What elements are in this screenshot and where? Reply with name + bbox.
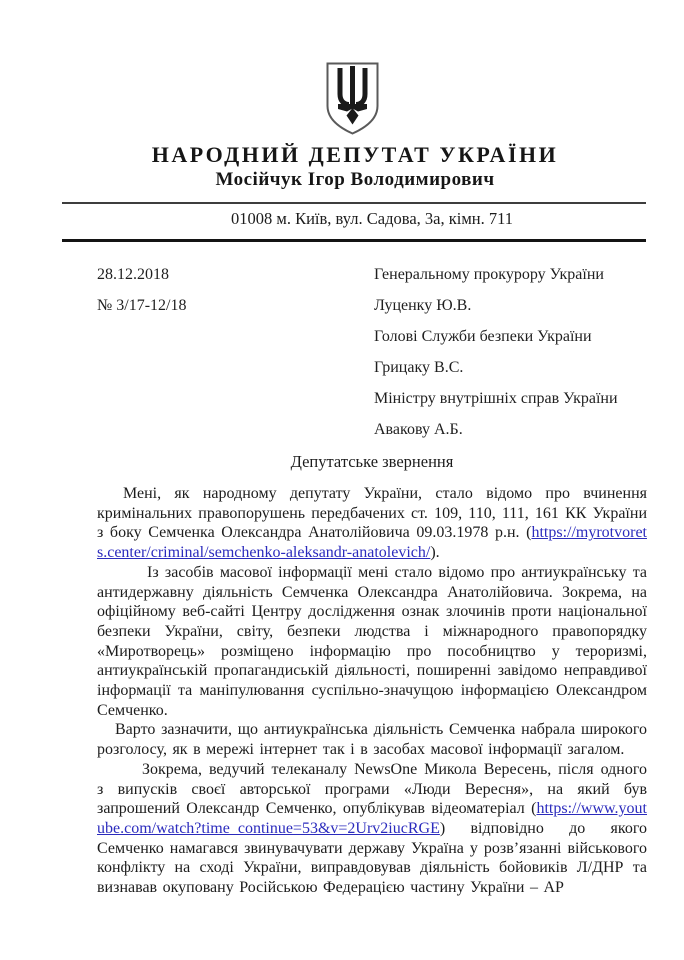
letterhead-title: НАРОДНИЙ ДЕПУТАТ УКРАЇНИ (151, 142, 559, 167)
ukraine-trident-icon (324, 61, 381, 136)
letter-body (97, 484, 647, 898)
recipient-line: Голові Служби безпеки України (374, 328, 592, 345)
hyperlink[interactable]: https://myrotvorets.center/criminal/semchenko-aleksandr-anatolevich/ (97, 524, 647, 562)
paragraph-text: Зокрема, ведучий телеканалу NewsOne Микола Вересень, після одного з випусків своєї авторської програми «Люди Вересня», на який був запрошений Олександр Семченко, опублікував відеоматеріал ( (97, 760, 647, 818)
recipient-line: Луценку Ю.В. (374, 297, 472, 314)
paragraph-text: ). (430, 544, 440, 562)
paragraph-text: Варто зазначити, що антиукраїнська діяльність Семченка набрала широкого розголосу, як в мережі інтернет так і в засобах масової інформації загалом. (97, 721, 647, 759)
paragraph-text: ) відповідно до якого Семченко намагався звинувачувати державу Україна у розв’язанні військового конфлікту на сході України, виправдовував діяльність бойовиків Л/ДНР та визнавав окуповану Російською Федерацією частину України – АР (97, 819, 647, 897)
paragraph-text: Із засобів масової інформації мені стало відомо про антиукраїнську та антидержавну діяльність Семченка Олександра Анатолійовича. Зокрема, на офіційному веб-сайті Центру дослідження ознак злочинів проти національної безпеки України, світу, безпеки людства і міжнародного правопорядку «Миротворець» розміщено інформацію про пособництво у тероризмі, антиукраїнській пропагандиській діяльності, поширенні завідомо неправдивої інформації та маніпулювання суспільно-значущою інформацією Олександром Семченко. (97, 563, 647, 719)
recipients-block (374, 259, 654, 445)
letter-date: 28.12.2018 (97, 266, 169, 283)
paragraph (97, 760, 647, 898)
recipient-line: Авакову А.Б. (374, 421, 463, 438)
letterhead-address: 01008 м. Київ, вул. Садова, 3а, кімн. 711 (231, 209, 513, 228)
paragraph (97, 484, 647, 563)
paragraph (97, 720, 647, 759)
letter-ref-number: № 3/17-12/18 (97, 297, 187, 314)
recipient-line: Генеральному прокурору України (374, 266, 604, 283)
recipient-line: Міністру внутрішніх справ України (374, 390, 618, 407)
letterhead-divider-thick (62, 239, 646, 242)
recipient-line: Грицаку В.С. (374, 359, 464, 376)
paragraph-text: Мені, як народному депутату України, стало відомо про вчинення кримінальних правопорушень передбачених ст. 109, 110, 111, 161 КК України з боку Семченка Олександра Анатолійовича 09.03.1978 р.н. ( (97, 485, 647, 542)
hyperlink[interactable]: https://www.youtube.com/watch?time_continue=53&v=2Urv2iucRGE (97, 800, 647, 837)
deputy-name: Мосійчук Ігор Володимирович (215, 169, 495, 190)
letter-meta (97, 259, 186, 321)
letterhead-divider-thin (62, 202, 646, 204)
paragraph (97, 563, 647, 721)
document-title: Депутатське звернення (290, 452, 454, 471)
